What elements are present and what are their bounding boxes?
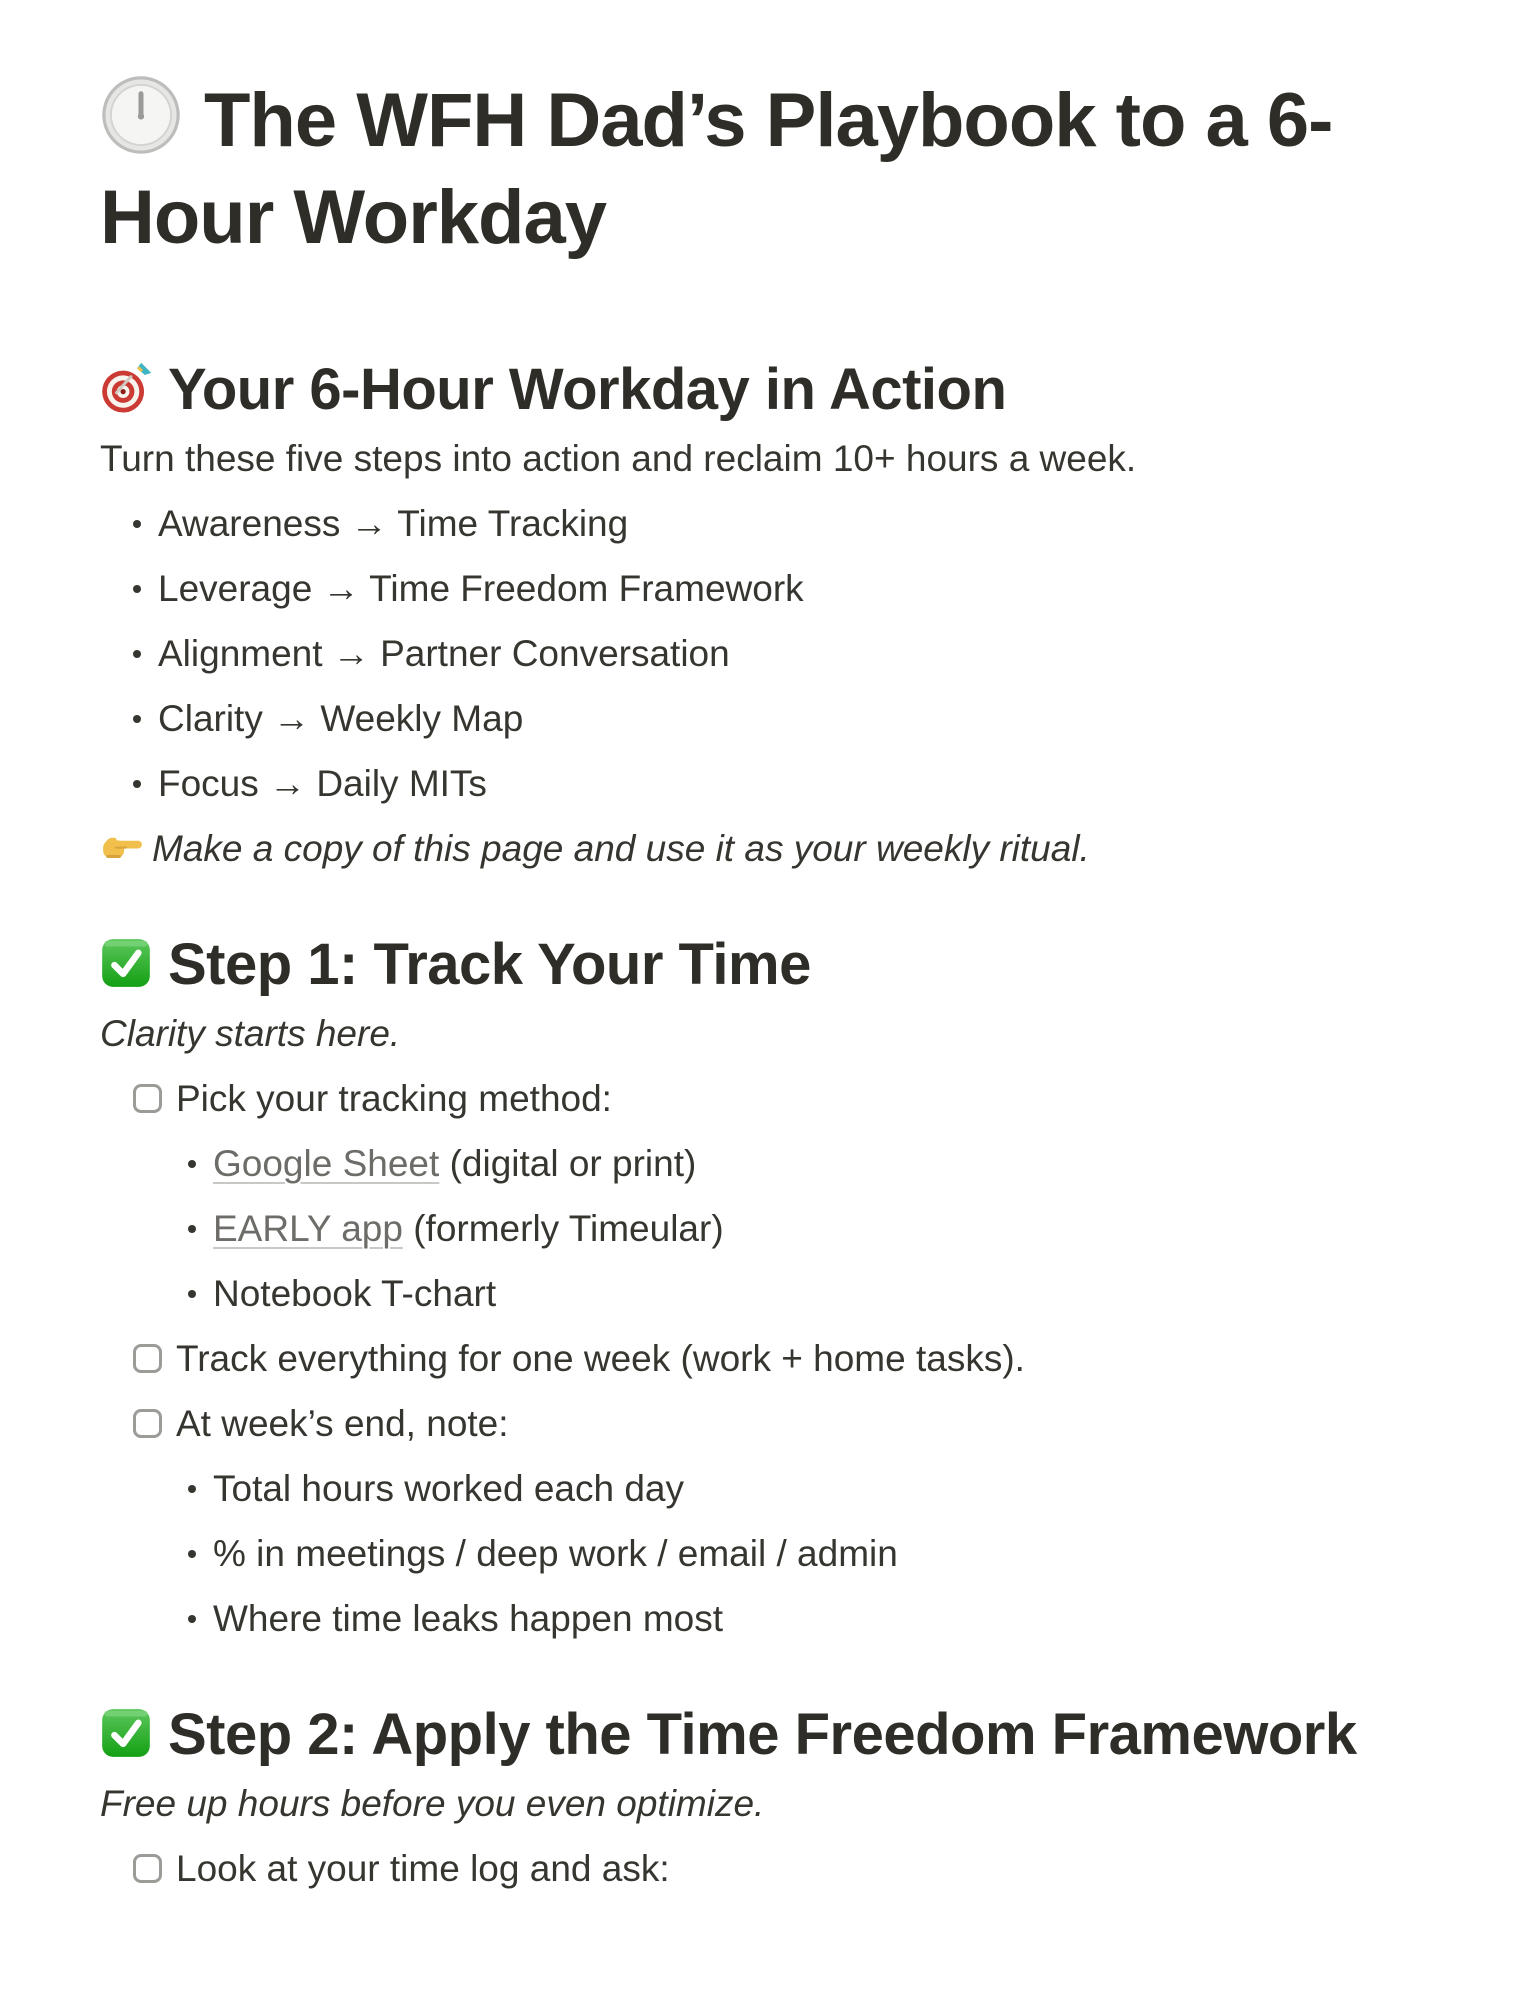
todo-item bbox=[100, 1391, 1440, 1456]
todo-label: Track everything for one week (work + home tasks). bbox=[176, 1337, 1025, 1379]
copy-note-text: Make a copy of this page and use it as your weekly ritual. bbox=[152, 827, 1090, 869]
overview-bullet-list bbox=[100, 491, 1440, 816]
method-rest-text: (digital or print) bbox=[439, 1142, 697, 1184]
check-mark-button-icon bbox=[100, 932, 168, 997]
todo-label: Pick your tracking method: bbox=[176, 1077, 612, 1119]
list-item bbox=[100, 1196, 1440, 1261]
page-title bbox=[100, 72, 1440, 266]
clock-face-icon bbox=[100, 78, 204, 163]
week-end-notes-list bbox=[100, 1456, 1440, 1651]
todo-checkbox[interactable] bbox=[133, 1409, 162, 1438]
list-item bbox=[100, 1586, 1440, 1651]
bullet-item bbox=[100, 751, 1440, 816]
list-item bbox=[100, 1521, 1440, 1586]
bullet-item bbox=[100, 686, 1440, 751]
bullet-text: Leverage → Time Freedom Framework bbox=[158, 567, 804, 609]
note-item-text: Total hours worked each day bbox=[213, 1467, 684, 1509]
step1-heading bbox=[100, 929, 1440, 1001]
check-mark-button-icon bbox=[100, 1702, 168, 1767]
copy-note bbox=[100, 816, 1440, 881]
bullet-text: Awareness → Time Tracking bbox=[158, 502, 629, 544]
bullet-text: Focus → Daily MITs bbox=[158, 762, 487, 804]
step1-subtitle: Clarity starts here. bbox=[100, 1012, 401, 1054]
step2-subtitle: Free up hours before you even optimize. bbox=[100, 1782, 765, 1824]
todo-label: At week’s end, note: bbox=[176, 1402, 509, 1444]
tracking-methods-list bbox=[100, 1131, 1440, 1326]
todo-label: Look at your time log and ask: bbox=[176, 1847, 670, 1889]
dart-target-icon bbox=[100, 357, 168, 422]
bullet-text: Clarity → Weekly Map bbox=[158, 697, 524, 739]
step1-heading-text: Step 1: Track Your Time bbox=[168, 932, 811, 997]
intro-paragraph: Turn these five steps into action and reclaim 10+ hours a week. bbox=[100, 437, 1137, 479]
bullet-item bbox=[100, 556, 1440, 621]
bullet-item bbox=[100, 491, 1440, 556]
list-item bbox=[100, 1456, 1440, 1521]
google-sheet-link[interactable]: Google Sheet bbox=[213, 1142, 440, 1184]
step2-heading bbox=[100, 1699, 1440, 1771]
overview-heading bbox=[100, 354, 1440, 426]
todo-item bbox=[100, 1326, 1440, 1391]
todo-checkbox[interactable] bbox=[133, 1854, 162, 1883]
note-item-text: Where time leaks happen most bbox=[213, 1597, 724, 1639]
method-rest-text: (formerly Timeular) bbox=[402, 1207, 724, 1249]
page-title-text: The WFH Dad’s Playbook to a 6-Hour Workday bbox=[100, 78, 1333, 260]
early-app-link[interactable]: EARLY app bbox=[213, 1207, 403, 1249]
list-item bbox=[100, 1131, 1440, 1196]
list-item bbox=[100, 1261, 1440, 1326]
pointing-right-hand-icon bbox=[100, 828, 152, 869]
bullet-text: Alignment → Partner Conversation bbox=[158, 632, 730, 674]
todo-checkbox[interactable] bbox=[133, 1084, 162, 1113]
notion-page bbox=[0, 72, 1540, 1901]
overview-heading-text: Your 6-Hour Workday in Action bbox=[168, 357, 1007, 422]
todo-item bbox=[100, 1066, 1440, 1131]
note-item-text: % in meetings / deep work / email / admin bbox=[213, 1532, 898, 1574]
todo-checkbox[interactable] bbox=[133, 1344, 162, 1373]
step2-heading-text: Step 2: Apply the Time Freedom Framework bbox=[168, 1702, 1357, 1767]
method-text: Notebook T-chart bbox=[213, 1272, 497, 1314]
bullet-item bbox=[100, 621, 1440, 686]
todo-item bbox=[100, 1836, 1440, 1901]
